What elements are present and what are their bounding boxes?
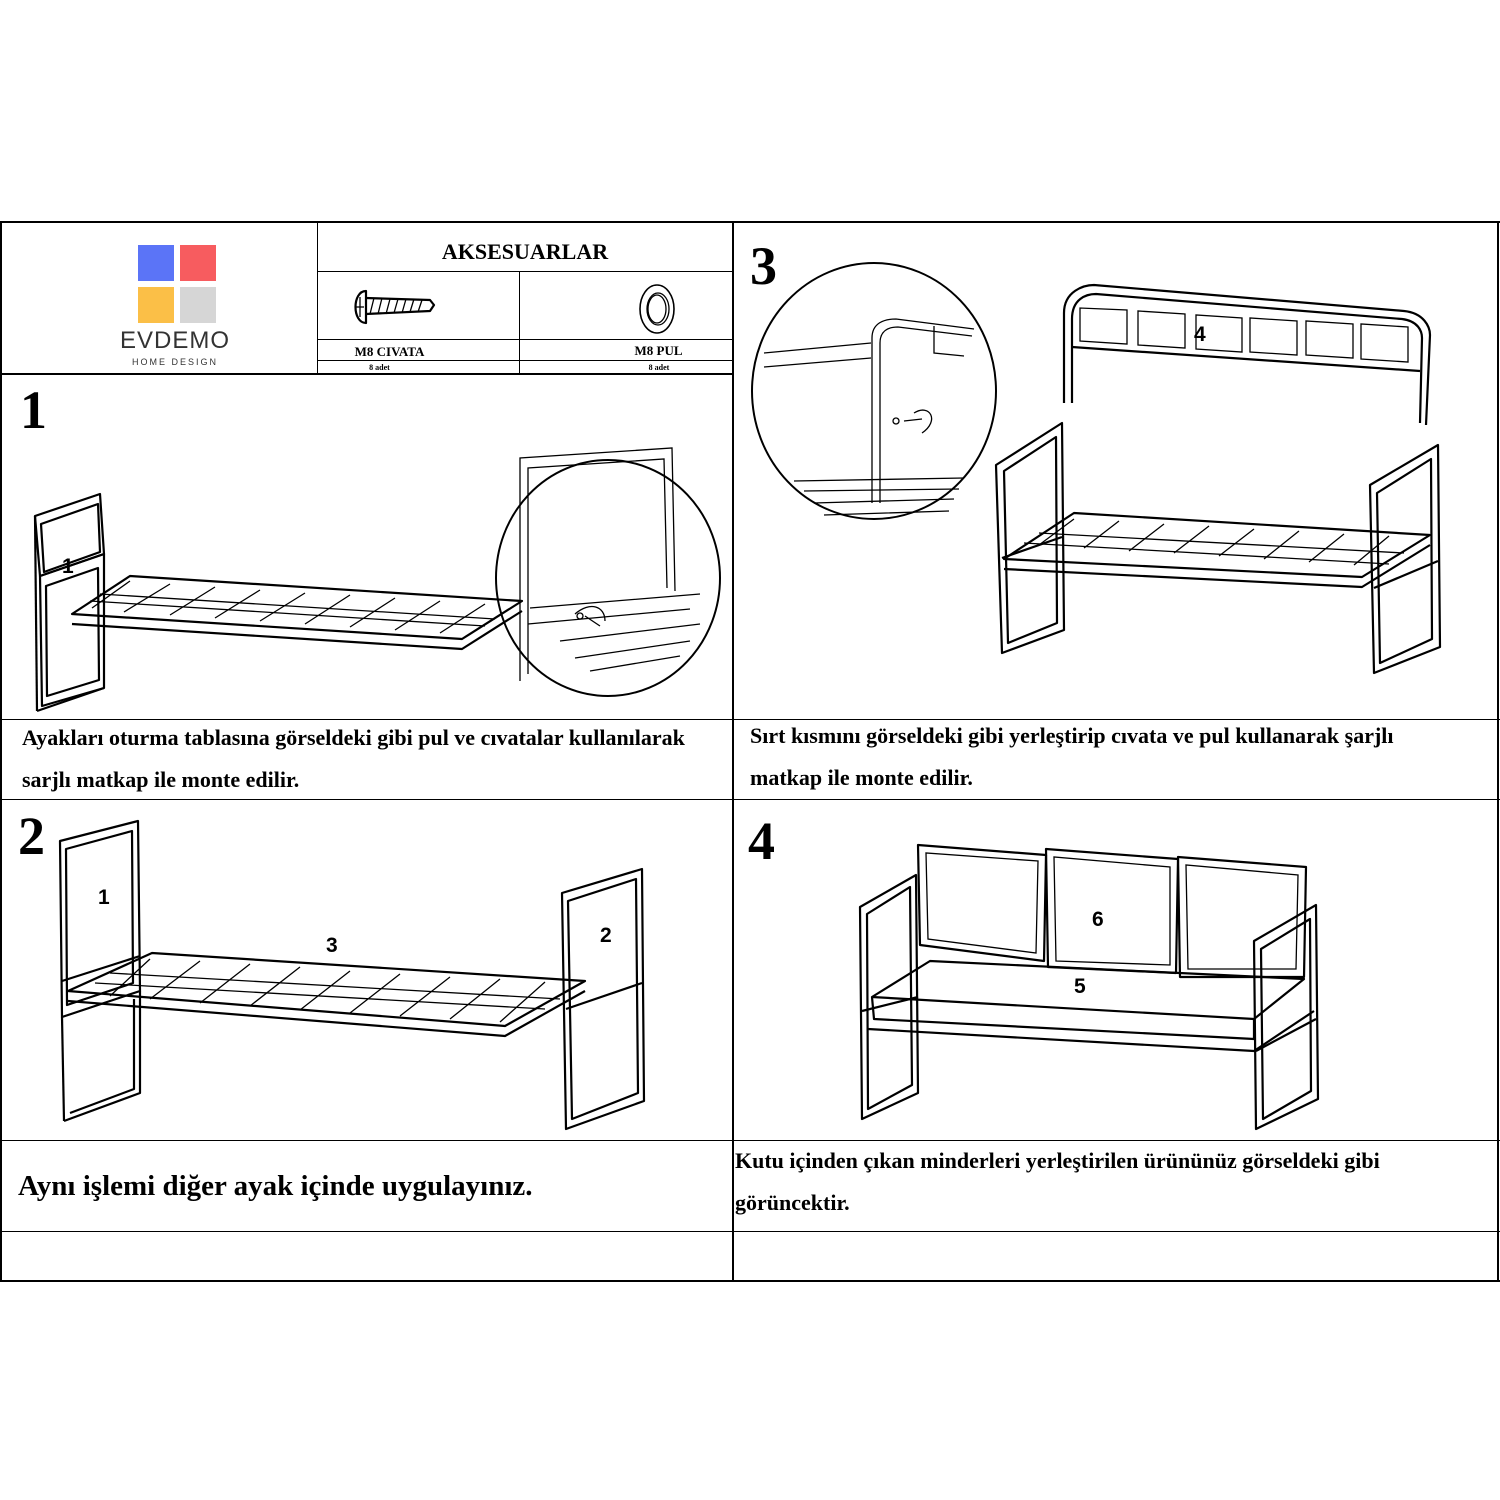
part-label: 5 <box>1074 975 1086 998</box>
back-cushions <box>918 845 1306 977</box>
step-caption: Ayakları oturma tablasına görseldeki gibi pul ve cıvatalar kullanılarak sarjlı matkap ile monte edilir. <box>22 725 685 792</box>
step-number: 4 <box>748 811 775 871</box>
acc-item-qty: 8 adet <box>648 363 670 372</box>
step-number: 2 <box>18 806 45 866</box>
part-label: 4 <box>1194 323 1206 346</box>
acc-item-name: M8 PUL <box>634 343 683 358</box>
bolt-icon <box>350 285 436 329</box>
logo-square-gray <box>180 287 216 323</box>
backrest <box>1064 285 1430 425</box>
seat-cushion <box>868 961 1314 1051</box>
step-caption: Aynı işlemi diğer ayak içinde uygulayınız. <box>18 1170 533 1202</box>
seat-grid-1 <box>72 576 522 649</box>
part-label: 1 <box>98 886 110 909</box>
acc-divider <box>317 339 733 340</box>
logo-square-blue <box>138 245 174 281</box>
seat-grid <box>1004 513 1430 587</box>
acc-item-qty: 8 adet <box>369 363 390 372</box>
washer-icon <box>636 281 678 337</box>
step4-illustration <box>734 801 1498 1139</box>
header-divider <box>0 373 733 375</box>
leg-frame-right <box>1370 445 1440 673</box>
step-caption: Kutu içinden çıkan minderleri yerleştirilen ürününüz görseldeki gibi görüncektir. <box>735 1148 1380 1215</box>
leg-frame-left <box>996 423 1064 653</box>
part-label: 6 <box>1092 908 1104 931</box>
acc-divider <box>317 271 733 272</box>
step2-illustration <box>0 801 732 1139</box>
part-label: 2 <box>600 924 612 947</box>
sofa-frame-right <box>1254 905 1318 1129</box>
leg-frame-1 <box>35 494 104 711</box>
step1-illustration <box>0 376 732 719</box>
brand-logo <box>138 245 216 323</box>
acc-divider <box>519 271 520 374</box>
leg-frame-2 <box>562 869 644 1129</box>
leg-frame-1 <box>60 821 140 1121</box>
step-number: 3 <box>750 236 777 296</box>
detail-circle-1 <box>496 448 720 696</box>
acc-divider <box>317 360 733 361</box>
part-label: 1 <box>62 555 74 578</box>
border-bottom <box>0 1280 1500 1282</box>
logo-square-yellow <box>138 287 174 323</box>
row-divider <box>0 1231 1500 1232</box>
brand-tagline: HOME DESIGN <box>131 357 218 367</box>
part-label: 3 <box>326 934 338 957</box>
step-caption: Sırt kısmını görseldeki gibi yerleştirip cıvata ve pul kullanarak şarjlı matkap ile monte edilir. <box>750 723 1394 790</box>
step-number: 1 <box>20 380 47 440</box>
accessories-title: AKSESUARLAR <box>441 239 609 264</box>
seat-grid <box>68 953 585 1036</box>
step3-illustration <box>734 223 1498 718</box>
detail-circle-3 <box>752 263 996 519</box>
brand-name: EVDEMO <box>119 327 230 354</box>
assembly-sheet <box>0 221 1500 1282</box>
acc-item-name: M8 CIVATA <box>354 344 425 359</box>
logo-square-red <box>180 245 216 281</box>
